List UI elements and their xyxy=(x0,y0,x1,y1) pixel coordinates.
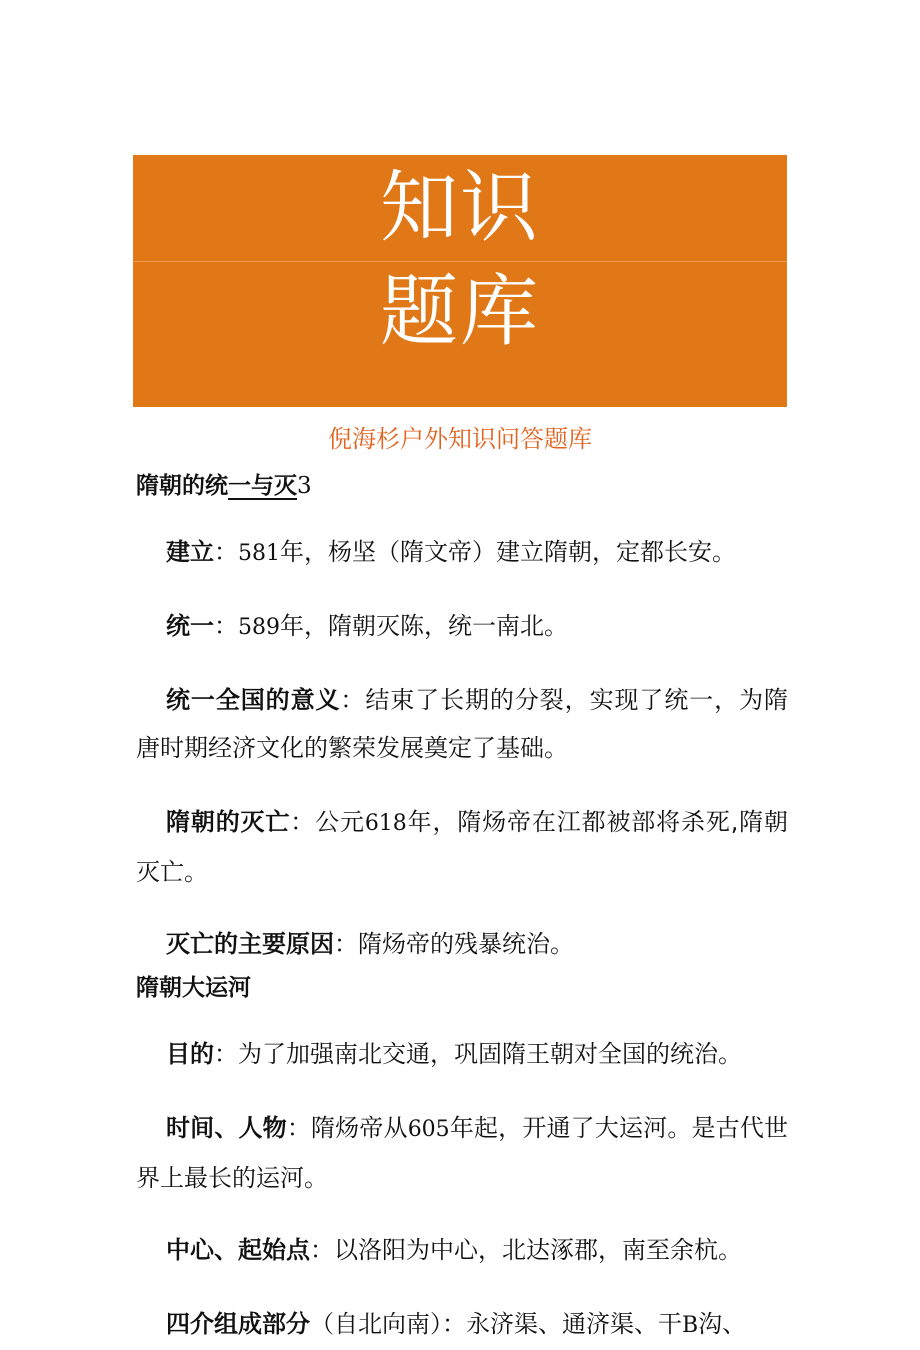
paragraph-components xyxy=(136,1300,788,1350)
section-heading-sui-unification xyxy=(136,468,788,504)
banner-title-line-1: 知识 xyxy=(379,163,540,253)
paragraph-founding xyxy=(136,528,788,578)
definition: 年起，开通了大运河。是古代世界上最长的运河。 xyxy=(136,1114,789,1192)
separator: ： xyxy=(214,538,238,566)
paragraph-fall-cause xyxy=(136,920,788,970)
separator: ： xyxy=(340,686,366,714)
term: 统一全国的意义 xyxy=(166,686,341,714)
term: 隋朝的灭亡 xyxy=(166,808,291,836)
definition: 隋炀帝从 xyxy=(311,1114,408,1142)
year: 618 xyxy=(364,811,407,836)
definition: 年，杨坚（隋文帝）建立隋朝，定都长安。 xyxy=(280,538,736,566)
year: 605 xyxy=(407,1117,450,1142)
year: 589 xyxy=(238,615,280,640)
paragraph-significance xyxy=(136,676,788,774)
term: 统一 xyxy=(166,612,214,640)
banner-title-line-2: 题库 xyxy=(379,267,540,357)
separator: ： xyxy=(214,612,238,640)
heading-suffix: 3 xyxy=(297,473,312,499)
paragraph-unification xyxy=(136,602,788,652)
term: 四介组成部分 xyxy=(166,1310,310,1338)
section-heading-grand-canal xyxy=(136,970,788,1006)
paragraph-center-endpoints xyxy=(136,1226,788,1276)
separator: ： xyxy=(334,930,358,958)
year: 581 xyxy=(238,541,280,566)
heading-underlined-text: 一与灭 xyxy=(228,473,297,499)
heading-text: 隋朝的统 xyxy=(136,473,228,499)
heading-text: 隋朝大运河 xyxy=(136,975,251,1001)
term: 中心、起始点 xyxy=(166,1236,310,1264)
term: 时间、人物 xyxy=(166,1114,287,1142)
term: 目的 xyxy=(166,1040,214,1068)
separator: ： xyxy=(310,1236,334,1264)
term: 灭亡的主要原因 xyxy=(166,930,334,958)
document-subtitle: 倪海杉户外知识问答题库 xyxy=(328,425,592,453)
definition: 公元 xyxy=(315,808,365,836)
definition: 为了加强南北交通，巩固隋王朝对全国的统治。 xyxy=(238,1040,742,1068)
separator: ： xyxy=(286,1114,312,1142)
definition: 以洛阳为中心，北达涿郡，南至余杭。 xyxy=(334,1236,742,1264)
separator: ： xyxy=(214,1040,238,1068)
definition: 隋炀帝的残暴统治。 xyxy=(358,930,574,958)
document-body xyxy=(136,468,788,1350)
term: 建立 xyxy=(166,538,214,566)
definition: 结束了长期的分裂，实现了统一，为隋唐时期经济文化的繁荣发展奠定了基础。 xyxy=(136,686,789,762)
paragraph-purpose xyxy=(136,1030,788,1080)
paragraph-fall xyxy=(136,798,788,896)
definition: 年，隋炀帝在江都被部将杀死,隋朝灭亡。 xyxy=(136,808,789,886)
title-banner xyxy=(133,155,787,407)
separator: （自北向南）： xyxy=(310,1310,466,1338)
separator: ： xyxy=(290,808,316,836)
letter-b: B xyxy=(682,1313,699,1338)
paragraph-time-person xyxy=(136,1104,788,1202)
definition: 沟、 xyxy=(698,1310,747,1338)
definition: 永济渠、通济渠、干 xyxy=(466,1310,682,1338)
definition: 年，隋朝灭陈，统一南北。 xyxy=(280,612,568,640)
